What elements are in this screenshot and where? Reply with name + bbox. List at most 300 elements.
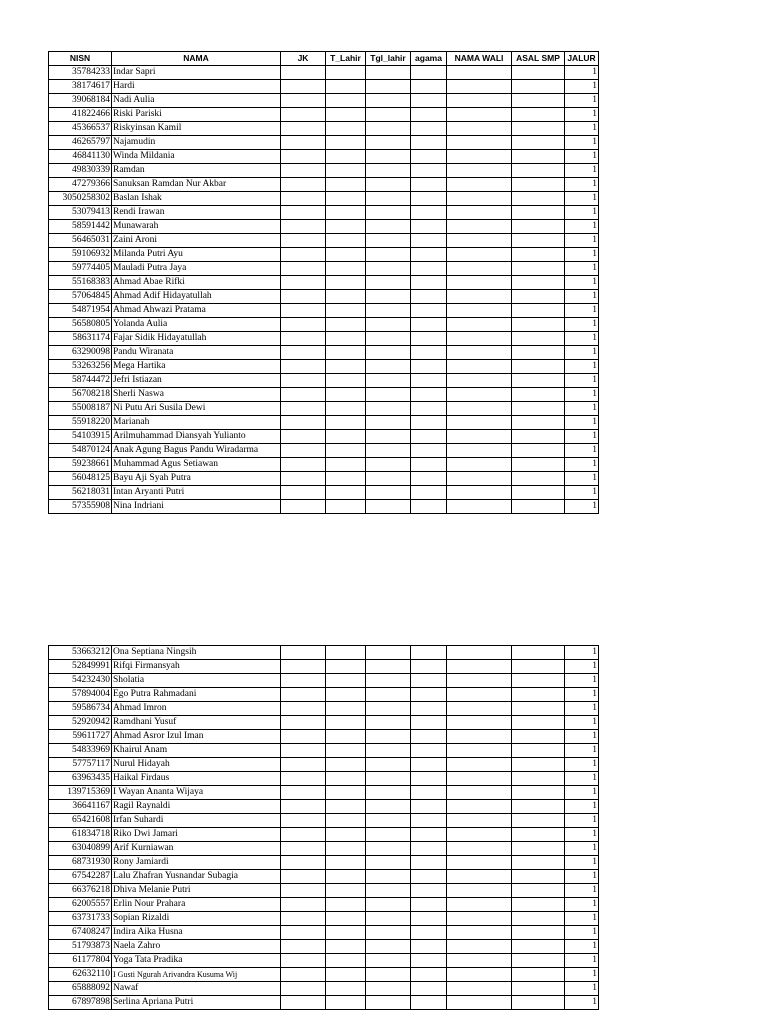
t-lahir-cell bbox=[326, 108, 366, 122]
jk-cell bbox=[281, 234, 326, 248]
nama-wali-cell bbox=[447, 730, 512, 744]
agama-cell bbox=[411, 444, 447, 458]
nama-cell: Sopian Rizaldi bbox=[112, 912, 281, 926]
jalur-cell: 1 bbox=[565, 500, 599, 514]
jalur-cell: 1 bbox=[565, 388, 599, 402]
jk-cell bbox=[281, 758, 326, 772]
t-lahir-cell bbox=[326, 472, 366, 486]
nisn-cell: 63963435 bbox=[49, 772, 112, 786]
nama-cell: Naela Zahro bbox=[112, 940, 281, 954]
nama-cell: Fajar Sidik Hidayatullah bbox=[112, 332, 281, 346]
nama-cell: Sanuksan Ramdan Nur Akbar bbox=[112, 178, 281, 192]
agama-cell bbox=[411, 814, 447, 828]
t-lahir-cell bbox=[326, 430, 366, 444]
agama-cell bbox=[411, 80, 447, 94]
t-lahir-cell bbox=[326, 150, 366, 164]
table-row bbox=[49, 968, 599, 982]
nisn-cell: 38174617 bbox=[49, 80, 112, 94]
nama-cell: Baslan Ishak bbox=[112, 192, 281, 206]
jk-cell bbox=[281, 374, 326, 388]
nama-wali-cell bbox=[447, 842, 512, 856]
jalur-cell: 1 bbox=[565, 472, 599, 486]
tgl-lahir-cell bbox=[366, 248, 411, 262]
nama-wali-cell bbox=[447, 674, 512, 688]
table-row bbox=[49, 234, 599, 248]
nama-wali-cell bbox=[447, 500, 512, 514]
table-row bbox=[49, 136, 599, 150]
nama-cell: Serlina Apriana Putri bbox=[112, 996, 281, 1010]
jalur-cell: 1 bbox=[565, 178, 599, 192]
asal-smp-cell bbox=[512, 472, 565, 486]
t-lahir-cell bbox=[326, 220, 366, 234]
nama-cell: Zaini Aroni bbox=[112, 234, 281, 248]
asal-smp-cell bbox=[512, 122, 565, 136]
t-lahir-cell bbox=[326, 276, 366, 290]
asal-smp-cell bbox=[512, 856, 565, 870]
t-lahir-cell bbox=[326, 772, 366, 786]
t-lahir-cell bbox=[326, 234, 366, 248]
agama-cell bbox=[411, 430, 447, 444]
t-lahir-cell bbox=[326, 318, 366, 332]
tgl-lahir-cell bbox=[366, 374, 411, 388]
asal-smp-cell bbox=[512, 458, 565, 472]
asal-smp-cell bbox=[512, 318, 565, 332]
tgl-lahir-cell bbox=[366, 290, 411, 304]
jalur-cell: 1 bbox=[565, 276, 599, 290]
nama-wali-cell bbox=[447, 968, 512, 982]
nama-cell: Indar Sapri bbox=[112, 66, 281, 80]
agama-cell bbox=[411, 870, 447, 884]
jk-cell bbox=[281, 164, 326, 178]
jk-cell bbox=[281, 206, 326, 220]
nama-cell: Mega Hartika bbox=[112, 360, 281, 374]
asal-smp-cell bbox=[512, 304, 565, 318]
table-row bbox=[49, 206, 599, 220]
t-lahir-cell bbox=[326, 122, 366, 136]
asal-smp-cell bbox=[512, 814, 565, 828]
asal-smp-cell bbox=[512, 360, 565, 374]
nama-wali-cell bbox=[447, 164, 512, 178]
asal-smp-cell bbox=[512, 388, 565, 402]
tgl-lahir-cell bbox=[366, 870, 411, 884]
jk-cell bbox=[281, 416, 326, 430]
agama-cell bbox=[411, 304, 447, 318]
jalur-cell: 1 bbox=[565, 772, 599, 786]
asal-smp-cell bbox=[512, 500, 565, 514]
nisn-cell: 68731930 bbox=[49, 856, 112, 870]
nisn-cell: 57355908 bbox=[49, 500, 112, 514]
nama-cell: Rendi Irawan bbox=[112, 206, 281, 220]
table-row bbox=[49, 248, 599, 262]
nisn-cell: 49830339 bbox=[49, 164, 112, 178]
tgl-lahir-cell bbox=[366, 458, 411, 472]
jalur-cell: 1 bbox=[565, 744, 599, 758]
table-row bbox=[49, 786, 599, 800]
jalur-cell: 1 bbox=[565, 136, 599, 150]
jk-cell bbox=[281, 674, 326, 688]
nama-wali-cell bbox=[447, 346, 512, 360]
nama-wali-cell bbox=[447, 486, 512, 500]
table-row bbox=[49, 262, 599, 276]
table-row bbox=[49, 178, 599, 192]
jk-cell bbox=[281, 472, 326, 486]
jalur-cell: 1 bbox=[565, 730, 599, 744]
tgl-lahir-cell bbox=[366, 926, 411, 940]
jalur-cell: 1 bbox=[565, 220, 599, 234]
nama-cell: Sholatia bbox=[112, 674, 281, 688]
table-row bbox=[49, 486, 599, 500]
asal-smp-cell bbox=[512, 786, 565, 800]
tgl-lahir-cell bbox=[366, 80, 411, 94]
tgl-lahir-cell bbox=[366, 220, 411, 234]
table-row bbox=[49, 500, 599, 514]
jk-cell bbox=[281, 968, 326, 982]
header-nama-wali: NAMA WALI bbox=[447, 52, 512, 66]
agama-cell bbox=[411, 220, 447, 234]
table-row bbox=[49, 898, 599, 912]
t-lahir-cell bbox=[326, 884, 366, 898]
asal-smp-cell bbox=[512, 688, 565, 702]
asal-smp-cell bbox=[512, 332, 565, 346]
nama-cell: Yoga Tata Pradika bbox=[112, 954, 281, 968]
nisn-cell: 46841130 bbox=[49, 150, 112, 164]
jalur-cell: 1 bbox=[565, 870, 599, 884]
t-lahir-cell bbox=[326, 940, 366, 954]
t-lahir-cell bbox=[326, 374, 366, 388]
t-lahir-cell bbox=[326, 360, 366, 374]
jk-cell bbox=[281, 66, 326, 80]
table-row bbox=[49, 360, 599, 374]
jk-cell bbox=[281, 388, 326, 402]
jalur-cell: 1 bbox=[565, 814, 599, 828]
t-lahir-cell bbox=[326, 758, 366, 772]
nama-wali-cell bbox=[447, 444, 512, 458]
nisn-cell: 54833969 bbox=[49, 744, 112, 758]
table-row bbox=[49, 472, 599, 486]
nisn-cell: 55918220 bbox=[49, 416, 112, 430]
tgl-lahir-cell bbox=[366, 346, 411, 360]
jalur-cell: 1 bbox=[565, 786, 599, 800]
table-row bbox=[49, 688, 599, 702]
asal-smp-cell bbox=[512, 290, 565, 304]
jk-cell bbox=[281, 500, 326, 514]
agama-cell bbox=[411, 744, 447, 758]
t-lahir-cell bbox=[326, 800, 366, 814]
nisn-cell: 67897898 bbox=[49, 996, 112, 1010]
tgl-lahir-cell bbox=[366, 968, 411, 982]
tgl-lahir-cell bbox=[366, 702, 411, 716]
t-lahir-cell bbox=[326, 702, 366, 716]
nama-cell: Yolanda Aulia bbox=[112, 318, 281, 332]
tgl-lahir-cell bbox=[366, 688, 411, 702]
student-table-1 bbox=[48, 51, 599, 514]
jk-cell bbox=[281, 80, 326, 94]
agama-cell bbox=[411, 800, 447, 814]
table-row bbox=[49, 674, 599, 688]
nama-cell: Intan Aryanti Putri bbox=[112, 486, 281, 500]
jk-cell bbox=[281, 926, 326, 940]
tgl-lahir-cell bbox=[366, 982, 411, 996]
nisn-cell: 65888092 bbox=[49, 982, 112, 996]
jalur-cell: 1 bbox=[565, 416, 599, 430]
t-lahir-cell bbox=[326, 660, 366, 674]
t-lahir-cell bbox=[326, 744, 366, 758]
asal-smp-cell bbox=[512, 646, 565, 660]
asal-smp-cell bbox=[512, 486, 565, 500]
tgl-lahir-cell bbox=[366, 772, 411, 786]
nama-wali-cell bbox=[447, 402, 512, 416]
agama-cell bbox=[411, 206, 447, 220]
nama-wali-cell bbox=[447, 660, 512, 674]
nama-cell: Nurul Hidayah bbox=[112, 758, 281, 772]
jk-cell bbox=[281, 660, 326, 674]
agama-cell bbox=[411, 758, 447, 772]
t-lahir-cell bbox=[326, 192, 366, 206]
jk-cell bbox=[281, 730, 326, 744]
table-row bbox=[49, 646, 599, 660]
t-lahir-cell bbox=[326, 926, 366, 940]
nama-wali-cell bbox=[447, 108, 512, 122]
jk-cell bbox=[281, 290, 326, 304]
agama-cell bbox=[411, 968, 447, 982]
header-row bbox=[49, 52, 599, 66]
t-lahir-cell bbox=[326, 136, 366, 150]
nama-cell: Munawarah bbox=[112, 220, 281, 234]
t-lahir-cell bbox=[326, 828, 366, 842]
agama-cell bbox=[411, 500, 447, 514]
table-row bbox=[49, 150, 599, 164]
nisn-cell: 45366537 bbox=[49, 122, 112, 136]
table-row bbox=[49, 982, 599, 996]
jalur-cell: 1 bbox=[565, 80, 599, 94]
jalur-cell: 1 bbox=[565, 290, 599, 304]
table-row bbox=[49, 800, 599, 814]
nisn-cell: 56580805 bbox=[49, 318, 112, 332]
jk-cell bbox=[281, 458, 326, 472]
jalur-cell: 1 bbox=[565, 982, 599, 996]
jalur-cell: 1 bbox=[565, 842, 599, 856]
asal-smp-cell bbox=[512, 800, 565, 814]
jk-cell bbox=[281, 828, 326, 842]
nisn-cell: 139715369 bbox=[49, 786, 112, 800]
tgl-lahir-cell bbox=[366, 828, 411, 842]
t-lahir-cell bbox=[326, 912, 366, 926]
nama-wali-cell bbox=[447, 814, 512, 828]
agama-cell bbox=[411, 926, 447, 940]
tgl-lahir-cell bbox=[366, 108, 411, 122]
tgl-lahir-cell bbox=[366, 234, 411, 248]
nama-cell: Nina Indriani bbox=[112, 500, 281, 514]
nama-wali-cell bbox=[447, 388, 512, 402]
t-lahir-cell bbox=[326, 898, 366, 912]
asal-smp-cell bbox=[512, 346, 565, 360]
asal-smp-cell bbox=[512, 192, 565, 206]
jk-cell bbox=[281, 814, 326, 828]
t-lahir-cell bbox=[326, 786, 366, 800]
asal-smp-cell bbox=[512, 996, 565, 1010]
nisn-cell: 56465031 bbox=[49, 234, 112, 248]
nisn-cell: 58591442 bbox=[49, 220, 112, 234]
asal-smp-cell bbox=[512, 660, 565, 674]
nama-wali-cell bbox=[447, 122, 512, 136]
jalur-cell: 1 bbox=[565, 940, 599, 954]
agama-cell bbox=[411, 884, 447, 898]
jk-cell bbox=[281, 430, 326, 444]
agama-cell bbox=[411, 122, 447, 136]
jalur-cell: 1 bbox=[565, 444, 599, 458]
asal-smp-cell bbox=[512, 898, 565, 912]
asal-smp-cell bbox=[512, 758, 565, 772]
nisn-cell: 36641167 bbox=[49, 800, 112, 814]
nama-cell: Haikal Firdaus bbox=[112, 772, 281, 786]
nama-wali-cell bbox=[447, 332, 512, 346]
table-row bbox=[49, 122, 599, 136]
agama-cell bbox=[411, 276, 447, 290]
nisn-cell: 59106932 bbox=[49, 248, 112, 262]
nisn-cell: 55008187 bbox=[49, 402, 112, 416]
asal-smp-cell bbox=[512, 94, 565, 108]
nama-cell: Hardi bbox=[112, 80, 281, 94]
asal-smp-cell bbox=[512, 374, 565, 388]
nisn-cell: 67408247 bbox=[49, 926, 112, 940]
table-row bbox=[49, 416, 599, 430]
agama-cell bbox=[411, 94, 447, 108]
tgl-lahir-cell bbox=[366, 842, 411, 856]
agama-cell bbox=[411, 842, 447, 856]
jk-cell bbox=[281, 318, 326, 332]
nisn-cell: 54871954 bbox=[49, 304, 112, 318]
nisn-cell: 53263256 bbox=[49, 360, 112, 374]
t-lahir-cell bbox=[326, 486, 366, 500]
table-row bbox=[49, 772, 599, 786]
tgl-lahir-cell bbox=[366, 786, 411, 800]
jk-cell bbox=[281, 220, 326, 234]
jalur-cell: 1 bbox=[565, 150, 599, 164]
table-row bbox=[49, 940, 599, 954]
nisn-cell: 63040899 bbox=[49, 842, 112, 856]
nisn-cell: 61177804 bbox=[49, 954, 112, 968]
jk-cell bbox=[281, 402, 326, 416]
tgl-lahir-cell bbox=[366, 954, 411, 968]
nama-wali-cell bbox=[447, 744, 512, 758]
t-lahir-cell bbox=[326, 730, 366, 744]
jk-cell bbox=[281, 94, 326, 108]
jk-cell bbox=[281, 996, 326, 1010]
tgl-lahir-cell bbox=[366, 402, 411, 416]
nama-wali-cell bbox=[447, 772, 512, 786]
jalur-cell: 1 bbox=[565, 192, 599, 206]
nama-wali-cell bbox=[447, 80, 512, 94]
jalur-cell: 1 bbox=[565, 360, 599, 374]
jalur-cell: 1 bbox=[565, 304, 599, 318]
jalur-cell: 1 bbox=[565, 884, 599, 898]
nisn-cell: 62632110 bbox=[49, 968, 112, 982]
nisn-cell: 56048125 bbox=[49, 472, 112, 486]
table-row bbox=[49, 94, 599, 108]
asal-smp-cell bbox=[512, 828, 565, 842]
agama-cell bbox=[411, 486, 447, 500]
jalur-cell: 1 bbox=[565, 912, 599, 926]
agama-cell bbox=[411, 374, 447, 388]
t-lahir-cell bbox=[326, 164, 366, 178]
table-row bbox=[49, 758, 599, 772]
table-row bbox=[49, 702, 599, 716]
nama-cell: Dhiva Melanie Putri bbox=[112, 884, 281, 898]
nama-cell: Ahmad Imron bbox=[112, 702, 281, 716]
jalur-cell: 1 bbox=[565, 332, 599, 346]
agama-cell bbox=[411, 772, 447, 786]
asal-smp-cell bbox=[512, 444, 565, 458]
tgl-lahir-cell bbox=[366, 360, 411, 374]
t-lahir-cell bbox=[326, 416, 366, 430]
nisn-cell: 53663212 bbox=[49, 646, 112, 660]
agama-cell bbox=[411, 898, 447, 912]
table-row bbox=[49, 374, 599, 388]
nama-cell: Marianah bbox=[112, 416, 281, 430]
nisn-cell: 54870124 bbox=[49, 444, 112, 458]
nisn-cell: 63290098 bbox=[49, 346, 112, 360]
nama-cell: Arilmuhammad Diansyah Yulianto bbox=[112, 430, 281, 444]
tgl-lahir-cell bbox=[366, 444, 411, 458]
nisn-cell: 57757117 bbox=[49, 758, 112, 772]
nama-cell: Ahmad Adif Hidayatullah bbox=[112, 290, 281, 304]
nisn-cell: 58744472 bbox=[49, 374, 112, 388]
agama-cell bbox=[411, 388, 447, 402]
jk-cell bbox=[281, 122, 326, 136]
nama-wali-cell bbox=[447, 940, 512, 954]
asal-smp-cell bbox=[512, 248, 565, 262]
tgl-lahir-cell bbox=[366, 674, 411, 688]
table-row bbox=[49, 716, 599, 730]
nama-wali-cell bbox=[447, 304, 512, 318]
nama-cell: Ni Putu Ari Susila Dewi bbox=[112, 402, 281, 416]
agama-cell bbox=[411, 786, 447, 800]
jalur-cell: 1 bbox=[565, 716, 599, 730]
nisn-cell: 56708218 bbox=[49, 388, 112, 402]
table-row bbox=[49, 842, 599, 856]
nisn-cell: 62005557 bbox=[49, 898, 112, 912]
nama-wali-cell bbox=[447, 800, 512, 814]
nama-cell: Indira Aika Husna bbox=[112, 926, 281, 940]
jalur-cell: 1 bbox=[565, 430, 599, 444]
nama-wali-cell bbox=[447, 912, 512, 926]
nisn-cell: 59586734 bbox=[49, 702, 112, 716]
jk-cell bbox=[281, 486, 326, 500]
t-lahir-cell bbox=[326, 66, 366, 80]
jk-cell bbox=[281, 150, 326, 164]
agama-cell bbox=[411, 688, 447, 702]
nama-wali-cell bbox=[447, 206, 512, 220]
nama-wali-cell bbox=[447, 66, 512, 80]
agama-cell bbox=[411, 332, 447, 346]
table-row bbox=[49, 430, 599, 444]
jalur-cell: 1 bbox=[565, 108, 599, 122]
jk-cell bbox=[281, 940, 326, 954]
jalur-cell: 1 bbox=[565, 898, 599, 912]
nama-cell: Nawaf bbox=[112, 982, 281, 996]
agama-cell bbox=[411, 164, 447, 178]
t-lahir-cell bbox=[326, 688, 366, 702]
nama-cell: Ragil Raynaldi bbox=[112, 800, 281, 814]
nama-wali-cell bbox=[447, 828, 512, 842]
nama-wali-cell bbox=[447, 856, 512, 870]
table-row bbox=[49, 884, 599, 898]
jalur-cell: 1 bbox=[565, 94, 599, 108]
nama-cell: Ona Septiana Ningsih bbox=[112, 646, 281, 660]
header-jalur: JALUR bbox=[565, 52, 599, 66]
nama-wali-cell bbox=[447, 150, 512, 164]
agama-cell bbox=[411, 192, 447, 206]
